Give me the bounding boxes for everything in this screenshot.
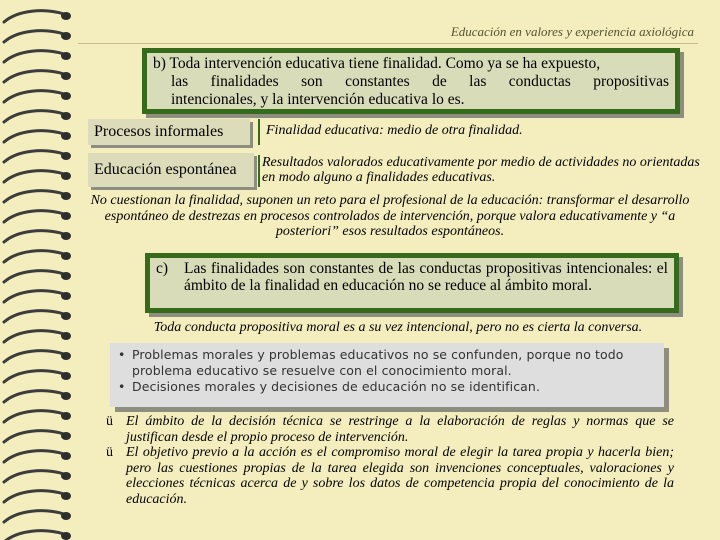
- binding-ring: [4, 31, 64, 42]
- binding-hole: [61, 32, 71, 40]
- binding-ring: [4, 291, 64, 302]
- binding-hole: [61, 472, 71, 480]
- list-item: [106, 445, 674, 507]
- binding-hole: [61, 132, 71, 140]
- binding-hole: [61, 172, 71, 180]
- bullet-icon: •: [118, 379, 126, 394]
- binding-ring: [4, 131, 64, 142]
- label-educacion-espontanea: Educación espontánea: [88, 153, 254, 187]
- binding-ring: [4, 171, 64, 182]
- binding-ring: [4, 411, 64, 422]
- check-text-2: El objetivo previo a la acción es el compromiso moral de elegir la tarea propia y hacerla bien; pero las cuestiones propias de la tarea elegida son invenciones conceptuales, valoraciones y elecciones técnicas acerca de y sobre los datos de competencia propia del conocimiento de la educación.: [126, 445, 674, 507]
- checkmark-icon: ü: [106, 445, 113, 460]
- binding-ring: [4, 331, 64, 342]
- binding-ring: [4, 351, 64, 362]
- binding-ring: [4, 51, 64, 62]
- binding-ring: [4, 211, 64, 222]
- checkmark-icon: ü: [106, 414, 113, 429]
- list-item: [106, 414, 674, 445]
- header-divider: [78, 43, 698, 44]
- binding-hole: [61, 492, 71, 500]
- binding-ring: [4, 231, 64, 242]
- section-b-box: [142, 48, 680, 114]
- binding-hole: [61, 412, 71, 420]
- section-b-line-1: b) Toda intervención educativa tiene finalidad. Como ya se ha expuesto,: [153, 55, 601, 72]
- binding-ring: [4, 391, 64, 402]
- binding-ring: [4, 251, 64, 262]
- binding-ring: [4, 71, 64, 82]
- binding-ring: [4, 11, 64, 22]
- binding-ring: [4, 151, 64, 162]
- binding-hole: [61, 372, 71, 380]
- binding-hole: [61, 92, 71, 100]
- binding-hole: [61, 272, 71, 280]
- binding-ring: [4, 371, 64, 382]
- spiral-binding-decoration: [0, 0, 80, 540]
- binding-hole: [61, 532, 71, 540]
- binding-ring: [4, 271, 64, 282]
- header-title: Educación en valores y experiencia axiológica: [450, 24, 694, 39]
- bullet-list-box: [110, 343, 664, 407]
- binding-ring: [4, 511, 64, 522]
- binding-ring: [4, 311, 64, 322]
- paragraph-reto-profesional: No cuestionan la finalidad, suponen un reto para el profesional de la educación: transformar el desarrollo espontáneo de destrezas en procesos controlados de intervención, porque valora educativamente y “a posteriori” esos resultados espontáneos.: [90, 193, 690, 239]
- list-item: [118, 347, 656, 379]
- binding-hole: [61, 432, 71, 440]
- binding-hole: [61, 232, 71, 240]
- binding-ring: [4, 491, 64, 502]
- connector-line-2: [258, 155, 260, 187]
- bullet-icon: •: [118, 347, 126, 362]
- binding-hole: [61, 212, 71, 220]
- binding-ring: [4, 111, 64, 122]
- section-b-line-3: intencionales, y la intervención educativa lo es.: [171, 91, 465, 108]
- binding-ring: [4, 531, 64, 540]
- bullet-text-1: Problemas morales y problemas educativos no se confunden, porque no todo problema educativo se resuelve con el conocimiento moral.: [132, 347, 624, 378]
- binding-hole: [61, 332, 71, 340]
- binding-hole: [61, 152, 71, 160]
- binding-hole: [61, 512, 71, 520]
- section-c-box: [145, 253, 679, 313]
- list-item: [118, 379, 656, 395]
- binding-hole: [61, 72, 71, 80]
- binding-hole: [61, 252, 71, 260]
- binding-ring: [4, 431, 64, 442]
- connector-line-1: [258, 119, 260, 145]
- binding-ring: [4, 191, 64, 202]
- binding-hole: [61, 112, 71, 120]
- paragraph-conducta-moral: Toda conducta propositiva moral es a su vez intencional, pero no es cierta la conversa.: [153, 320, 643, 335]
- binding-hole: [61, 12, 71, 20]
- binding-hole: [61, 52, 71, 60]
- binding-hole: [61, 192, 71, 200]
- binding-hole: [61, 352, 71, 360]
- binding-ring: [4, 451, 64, 462]
- bullet-text-2: Decisiones morales y decisiones de educación no se identifican.: [132, 379, 541, 394]
- section-c-label: c): [156, 260, 169, 277]
- binding-ring: [4, 471, 64, 482]
- section-b-line-2: las finalidades son constantes de las conductas propositivas: [171, 73, 669, 90]
- binding-hole: [61, 312, 71, 320]
- desc-procesos-informales: Finalidad educativa: medio de otra finalidad.: [266, 123, 523, 138]
- checkmark-list: [106, 414, 674, 507]
- label-procesos-informales: Procesos informales: [88, 119, 250, 145]
- binding-hole: [61, 292, 71, 300]
- binding-hole: [61, 452, 71, 460]
- desc-educacion-espontanea: Resultados valorados educativamente por medio de actividades no orientadas en modo alguno a finalidades educativas.: [262, 155, 700, 185]
- binding-hole: [61, 392, 71, 400]
- section-c-text: Las finalidades son constantes de las conductas propositivas intencionales: el ámbito de la finalidad en educación no se reduce al ámbito moral.: [184, 260, 668, 294]
- binding-ring: [4, 91, 64, 102]
- check-text-1: El ámbito de la decisión técnica se restringe a la elaboración de reglas y normas que se justifican desde el propio proceso de intervención.: [126, 414, 674, 445]
